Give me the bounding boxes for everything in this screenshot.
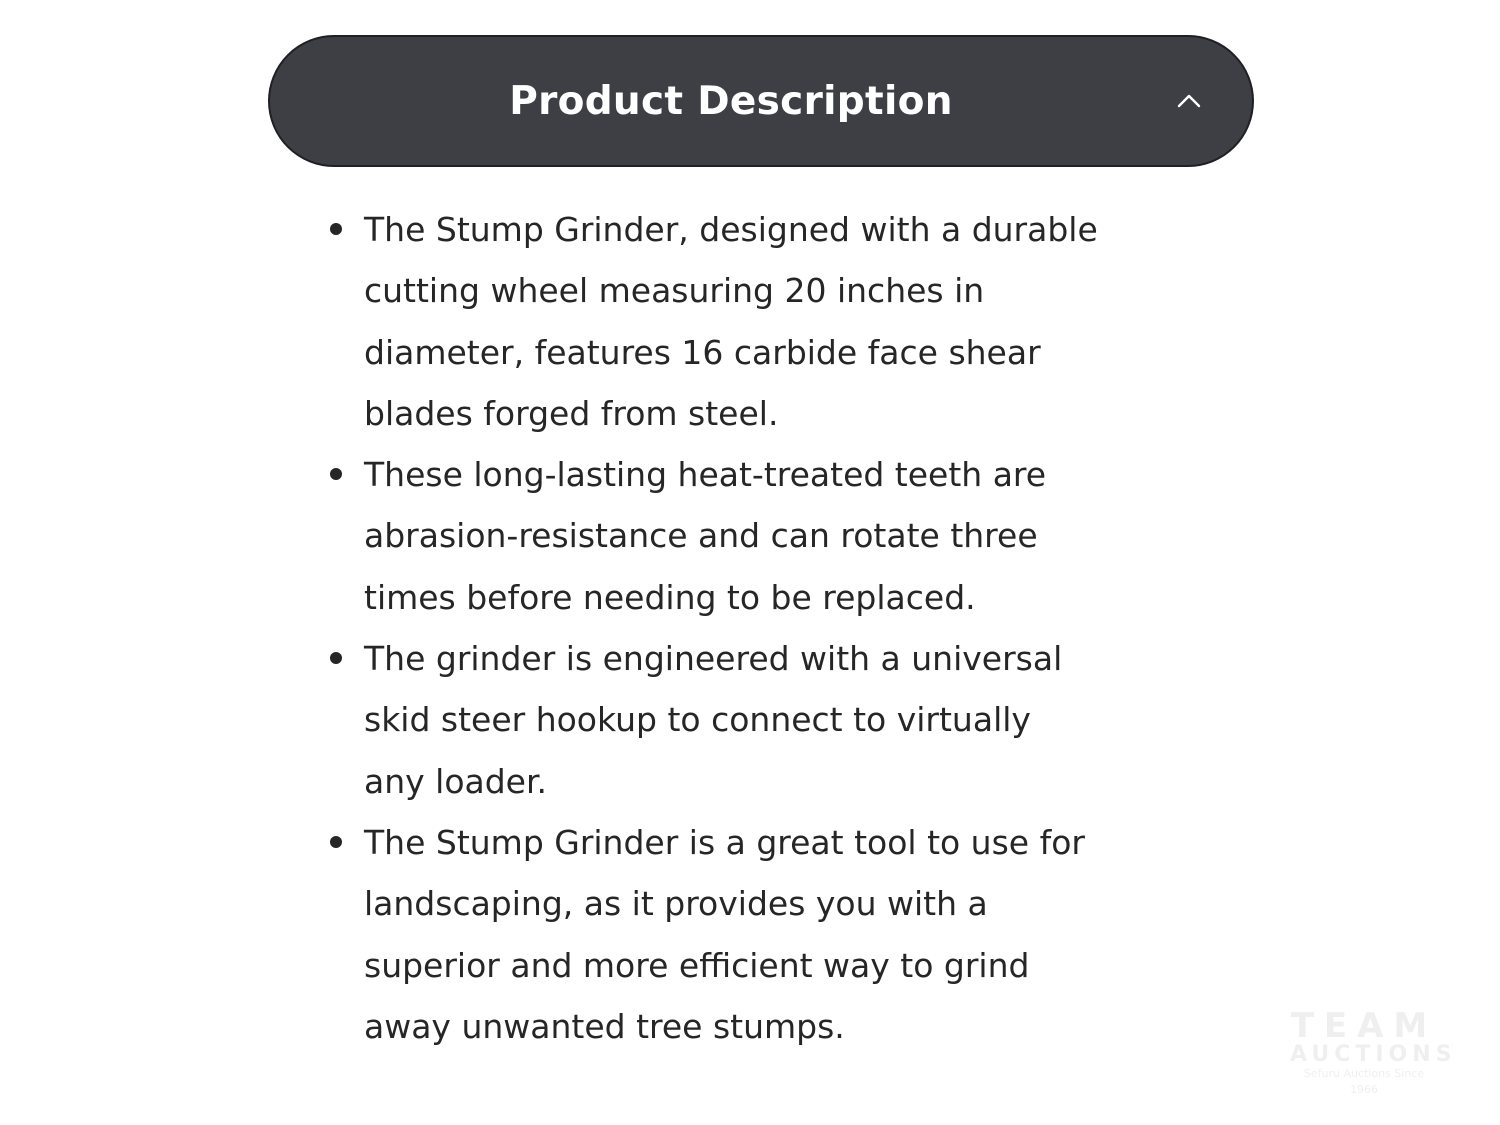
list-item-text: blades forged from steel. <box>364 393 779 433</box>
bullet-icon <box>330 223 342 235</box>
list-item-text: times before needing to be replaced. <box>364 577 976 617</box>
list-item-text: The Stump Grinder, designed with a durable <box>364 210 1098 249</box>
list-item-text: skid steer hookup to connect to virtually <box>364 700 1031 740</box>
product-description-list <box>324 199 1224 1057</box>
list-item-text: These long-lasting heat-treated teeth are <box>364 455 1047 495</box>
list-item-text: cutting wheel measuring 20 inches in <box>364 271 985 311</box>
watermark-line: Sefuru Auctions Since 1966 <box>1303 1067 1425 1096</box>
bullet-icon <box>330 652 342 664</box>
list-item-text: landscaping, as it provides you with a <box>364 884 988 924</box>
list-item <box>324 812 1224 1057</box>
list-item-text: superior and more efficient way to grind <box>364 945 1030 985</box>
list-item-text: any loader. <box>364 761 548 801</box>
list-item-text: The grinder is engineered with a universal <box>364 639 1063 679</box>
list-item <box>324 444 1224 628</box>
list-item <box>324 199 1224 444</box>
accordion-title: Product Description <box>509 78 953 124</box>
list-item-text: The Stump Grinder is a great tool to use for <box>364 822 1085 862</box>
bullet-icon <box>330 836 342 848</box>
watermark-line: AUCTIONS <box>1290 1042 1457 1067</box>
watermark-line: TEAM <box>1290 1006 1438 1046</box>
list-item-text: abrasion-resistance and can rotate three <box>364 516 1038 556</box>
list-item-text: away unwanted tree stumps. <box>364 1006 845 1046</box>
bullet-icon <box>330 468 342 480</box>
chevron-up-icon[interactable] <box>1175 87 1203 115</box>
product-description-accordion-header[interactable] <box>268 35 1254 167</box>
list-item-text: diameter, features 16 carbide face shear <box>364 332 1041 372</box>
list-item <box>324 628 1224 812</box>
team-auctions-watermark <box>1290 1006 1457 1096</box>
